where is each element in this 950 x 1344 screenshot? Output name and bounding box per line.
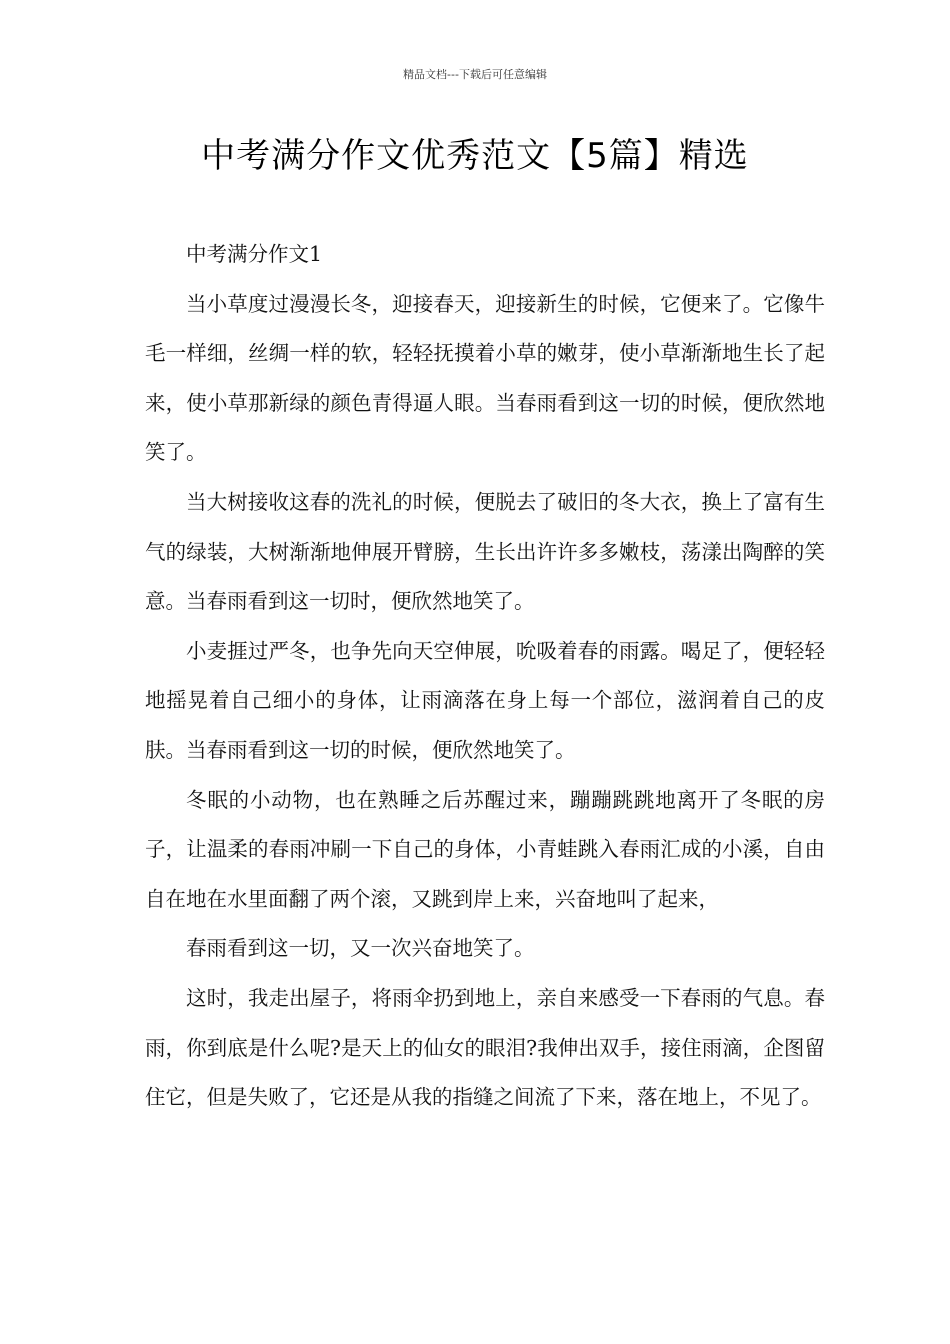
document-title: 中考满分作文优秀范文【5篇】精选 bbox=[201, 136, 749, 176]
paragraph: 春雨看到这一切，又一次兴奋地笑了。 bbox=[186, 936, 535, 961]
paragraph: 这时，我走出屋子，将雨伞扔到地上，亲自来感受一下春雨的气息。春雨，你到底是什么呢?是天上的仙女的眼泪?我伸出双手，接住雨滴，企图留住它，但是失败了，它还是从我的指缝之间流了下来，落在地上，不见了。 bbox=[145, 985, 825, 1110]
paragraph: 当大树接收这春的洗礼的时候，便脱去了破旧的冬大衣，换上了富有生气的绿装，大树渐渐地伸展开臂膀，生长出许许多多嫩枝，荡漾出陶醉的笑意。当春雨看到这一切时，便欣然地笑了。 bbox=[145, 489, 825, 614]
paragraph: 冬眠的小动物，也在熟睡之后苏醒过来，蹦蹦跳跳地离开了冬眠的房子，让温柔的春雨冲刷一下自己的身体，小青蛙跳入春雨汇成的小溪，自由自在地在水里面翻了两个滚，又跳到岸上来，兴奋地叫了起来， bbox=[145, 787, 825, 911]
document-body bbox=[145, 230, 825, 1123]
paragraph: 小麦捱过严冬，也争先向天空伸展，吮吸着春的雨露。喝足了，便轻轻地摇晃着自己细小的身体，让雨滴落在身上每一个部位，滋润着自己的皮肤。当春雨看到这一切的时候，便欣然地笑了。 bbox=[145, 638, 825, 762]
header-note: 精品文档---下载后可任意编辑 bbox=[403, 68, 547, 81]
paragraph: 当小草度过漫漫长冬，迎接春天，迎接新生的时候，它便来了。它像牛毛一样细，丝绸一样的软，轻轻抚摸着小草的嫩芽，使小草渐渐地生长了起来，使小草那新绿的颜色青得逼人眼。当春雨看到这一切的时候，便欣然地笑了。 bbox=[145, 291, 825, 465]
section-heading: 中考满分作文1 bbox=[186, 242, 323, 266]
